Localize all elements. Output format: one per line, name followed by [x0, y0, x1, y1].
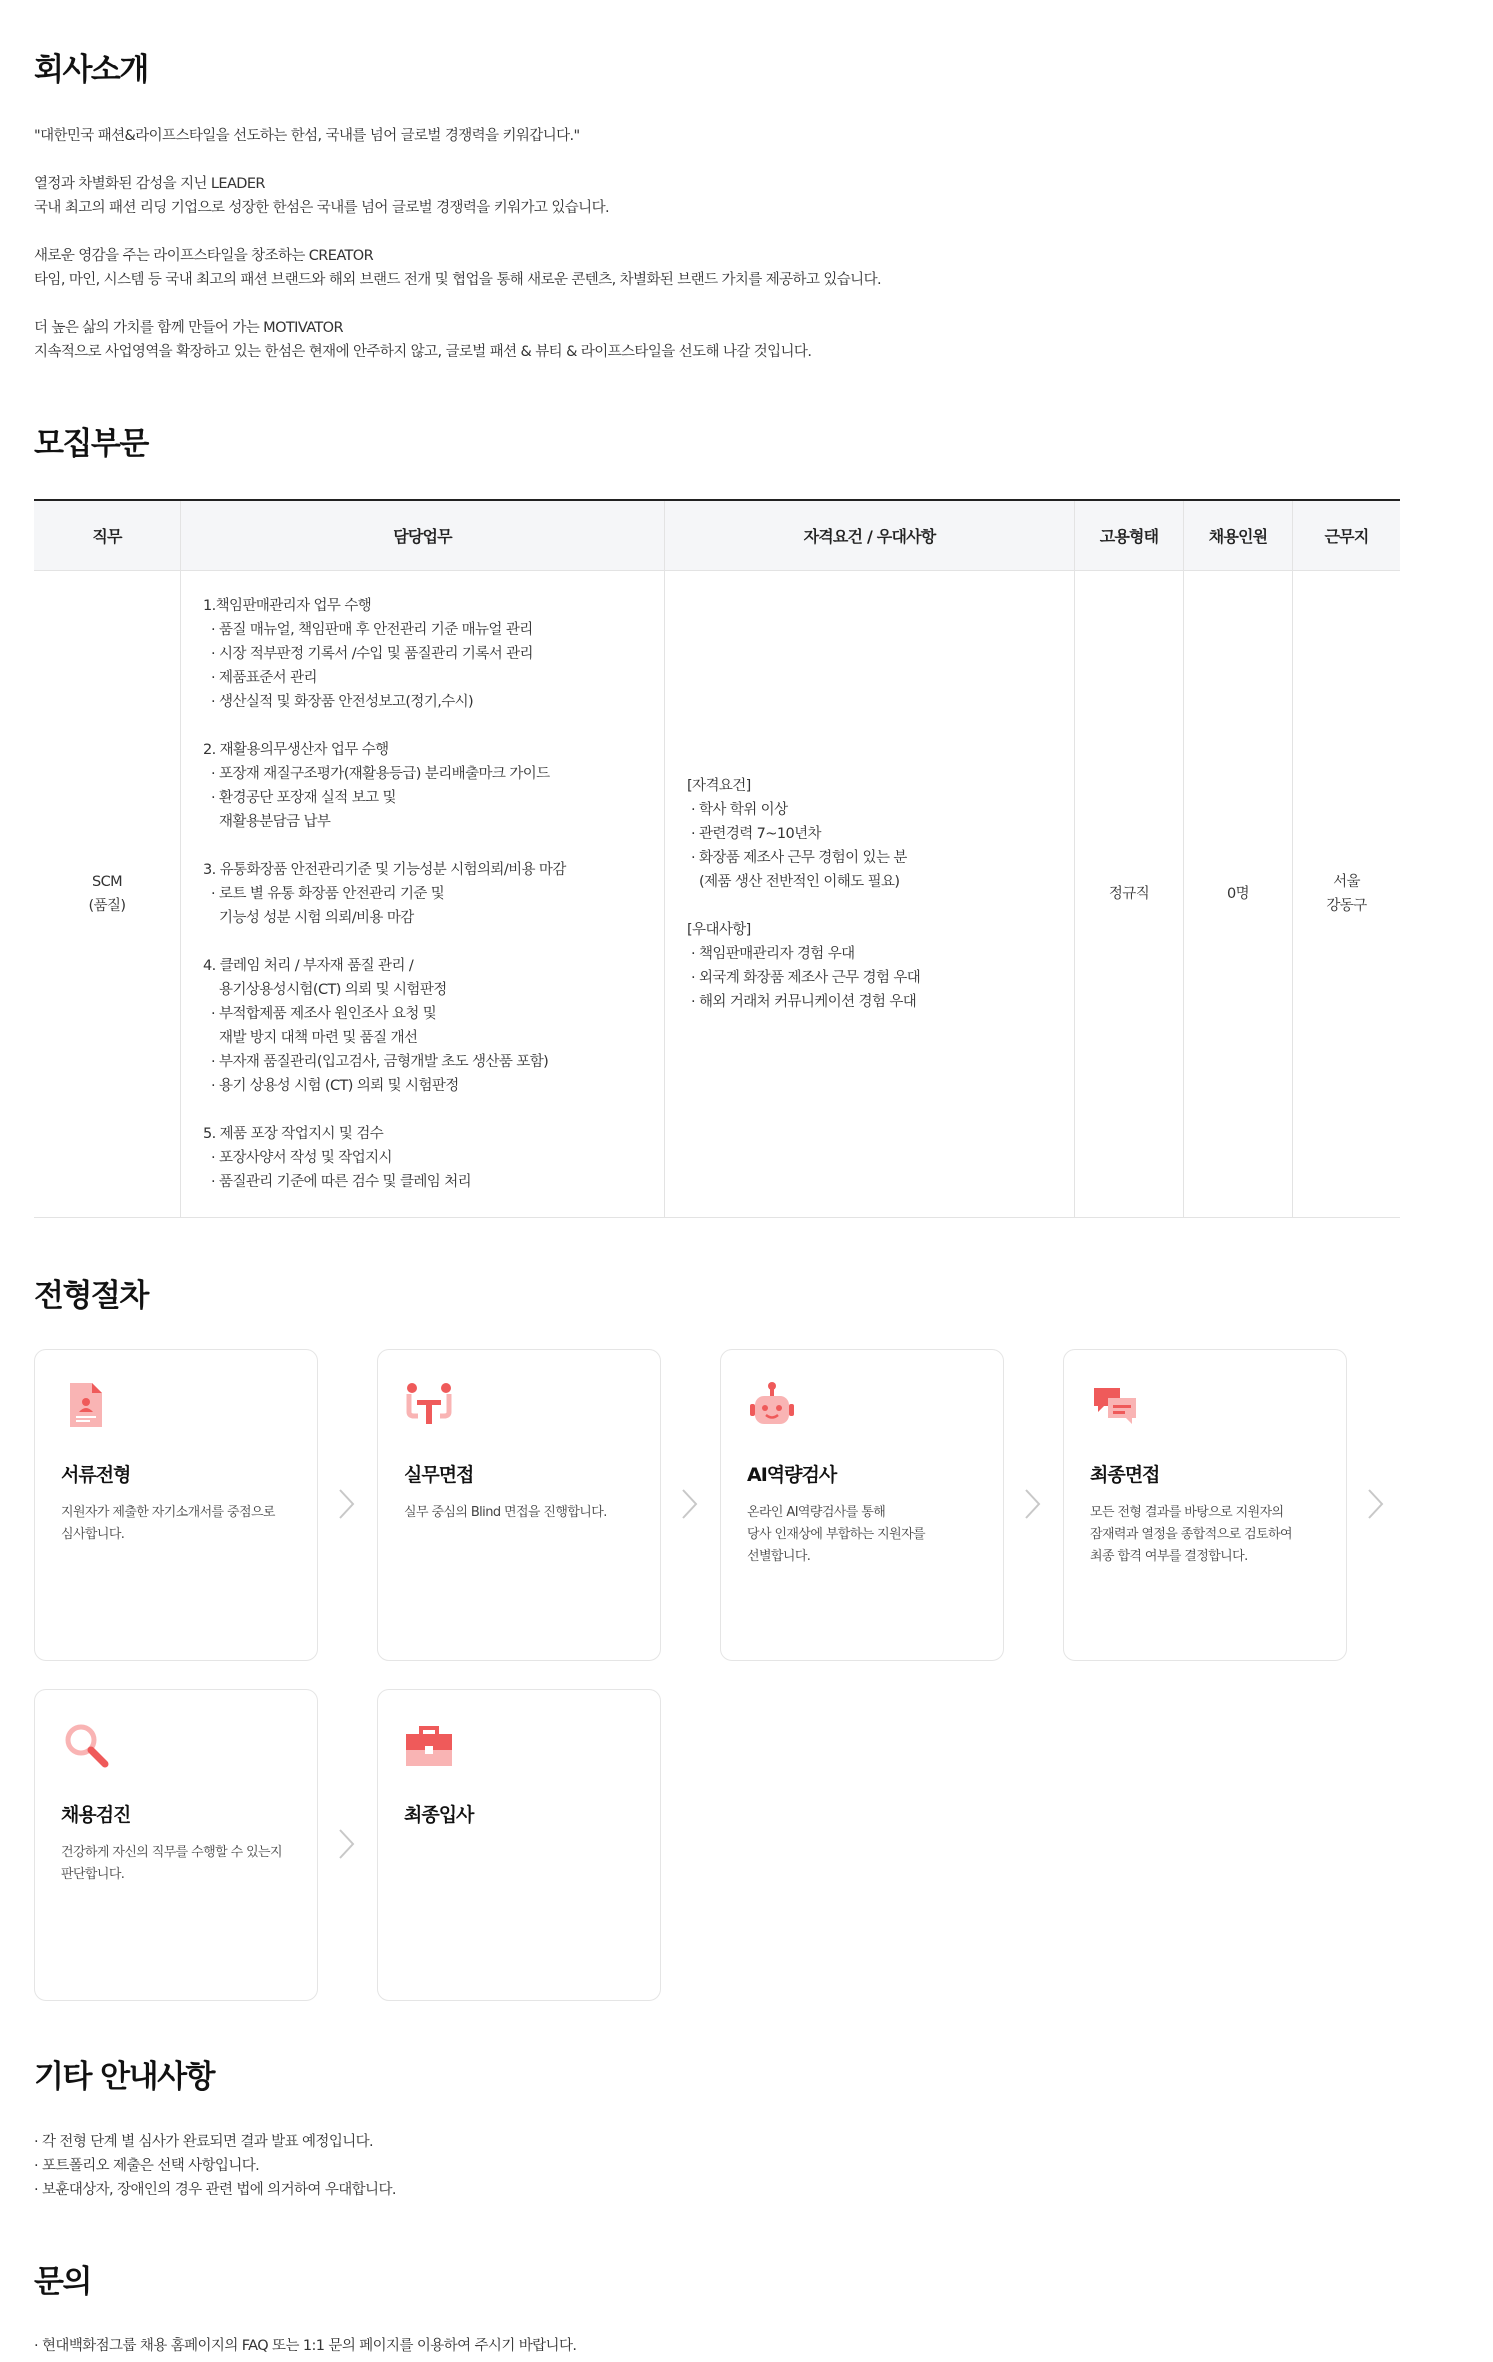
contact-item: · 현대백화점그룹 채용 홈페이지의 FAQ 또는 1:1 문의 페이지를 이용하여 주시기 바랍니다. [34, 2338, 577, 2354]
header-employment: 고용형태 [1075, 501, 1184, 570]
briefcase-icon [404, 1720, 454, 1770]
recruit-title: 모집부문 [34, 426, 148, 462]
intro-para-3-body: 지속적으로 사업영역을 확장하고 있는 한섬은 현재에 안주하지 않고, 글로벌 패션 & 뷰티 & 라이프스타일을 선도해 나갈 것입니다. [34, 344, 812, 360]
interview-icon [404, 1380, 454, 1430]
step-desc: 모든 전형 결과를 바탕으로 지원자의 잠재력과 열정을 종합적으로 검토하여 최종 합격 여부를 결정합니다. [1090, 1505, 1292, 1564]
cell-headcount: 0명 [1184, 571, 1293, 1217]
robot-icon [747, 1380, 797, 1430]
chevron-right-icon [1365, 1486, 1387, 1522]
notes-item: · 포트폴리오 제출은 선택 사항입니다. [34, 2158, 260, 2174]
process-step-interview [377, 1349, 661, 1661]
chat-icon [1090, 1380, 1140, 1430]
recruit-table [34, 499, 1400, 1218]
chevron-right-icon [679, 1486, 701, 1522]
step-title: 최종면접 [1090, 1464, 1160, 1486]
intro-para-1-head: 열정과 차별화된 감성을 지닌 LEADER [34, 176, 265, 192]
intro-para-3-head: 더 높은 삶의 가치를 함께 만들어 가는 MOTIVATOR [34, 320, 343, 336]
process-step-final-interview [1063, 1349, 1347, 1661]
header-qualifications: 자격요건 / 우대사항 [665, 501, 1075, 570]
chevron-right-icon [336, 1486, 358, 1522]
intro-quote: "대한민국 패션&라이프스타일을 선도하는 한섬, 국내를 넘어 글로벌 경쟁력을 키워갑니다." [34, 128, 580, 144]
header-headcount: 채용인원 [1184, 501, 1293, 570]
step-title: 채용검진 [61, 1804, 131, 1826]
step-desc: 지원자가 제출한 자기소개서를 중점으로 심사합니다. [61, 1505, 275, 1542]
notes-title: 기타 안내사항 [34, 2059, 214, 2095]
process-step-document [34, 1349, 318, 1661]
table-header-row [34, 501, 1400, 571]
chevron-right-icon [1022, 1486, 1044, 1522]
cell-qualifications: [자격요건] · 학사 학위 이상 · 관련경력 7~10년차 · 화장품 제조사 근무 경험이 있는 분 (제품 생산 전반적인 이해도 필요) [우대사항] · 책임판매관리자 경험 우대 · 외국계 화장품 제조사 근무 경험 우대 · 해외 거래처 커뮤니케이션 경험 우대 [665, 571, 1075, 1217]
process-step-health-check [34, 1689, 318, 2001]
intro-para-2-body: 타임, 마인, 시스템 등 국내 최고의 패션 브랜드와 해외 브랜드 전개 및 협업을 통해 새로운 콘텐츠, 차별화된 브랜드 가치를 제공하고 있습니다. [34, 272, 882, 288]
cell-duties: 1.책임판매관리자 업무 수행 · 품질 매뉴얼, 책임판매 후 안전관리 기준 매뉴얼 관리 · 시장 적부판정 기록서 /수입 및 품질관리 기록서 관리 · 제품표준서 관리 · 생산실적 및 화장품 안전성보고(정기,수시) 2. 재활용의무생산자 업무 수행 · 포장재 재질구조평가(재활용등급) 분리배출마크 가이드 · 환경공단 포장재 실적 보고 및 재활용분담금 납부 3. 유통화장품 안전관리기준 및 기능성분 시험의뢰/비용 마감 · 로트 별 유통 화장품 안전관리 기준 및 기능성 성분 시험 의뢰/비용 마감 4. 클레임 처리 / 부자재 품질 관리 / 용기상용성시험(CT) 의뢰 및 시험판정 · 부적합제품 제조사 원인조사 요청 및 재발 방지 대책 마련 및 품질 개선 · 부자재 품질관리(입고검사, 금형개발 초도 생산품 포함) · 용기 상용성 시험 (CT) 의뢰 및 시험판정 5. 제품 포장 작업지시 및 검수 · 포장사양서 작성 및 작업지시 · 품질관리 기준에 따른 검수 및 클레임 처리 [181, 571, 665, 1217]
step-desc: 온라인 AI역량검사를 통해 당사 인재상에 부합하는 지원자를 선별합니다. [747, 1505, 926, 1564]
step-desc: 실무 중심의 Blind 면접을 진행합니다. [404, 1505, 607, 1520]
process-title: 전형절차 [34, 1278, 148, 1314]
cell-job: SCM (품질) [34, 571, 181, 1217]
step-title: 서류전형 [61, 1464, 131, 1486]
intro-title: 회사소개 [34, 52, 148, 88]
step-title: 실무면접 [404, 1464, 474, 1486]
header-location: 근무지 [1324, 527, 1369, 546]
table-row [34, 571, 1400, 1217]
document-icon [61, 1380, 111, 1430]
chevron-right-icon [336, 1826, 358, 1862]
header-job: 직무 [34, 501, 181, 570]
header-duties: 담당업무 [181, 501, 665, 570]
step-title: AI역량검사 [747, 1464, 837, 1486]
intro-para-2-head: 새로운 영감을 주는 라이프스타일을 창조하는 CREATOR [34, 248, 374, 264]
magnifier-icon [61, 1720, 111, 1770]
intro-para-1-body: 국내 최고의 패션 리딩 기업으로 성장한 한섬은 국내를 넘어 글로벌 경쟁력을 키워가고 있습니다. [34, 200, 609, 216]
step-desc: 건강하게 자신의 직무를 수행할 수 있는지 판단합니다. [61, 1845, 282, 1882]
notes-item: · 보훈대상자, 장애인의 경우 관련 법에 의거하여 우대합니다. [34, 2182, 396, 2198]
cell-employment: 정규직 [1075, 571, 1184, 1217]
process-step-onboarding [377, 1689, 661, 2001]
process-step-ai-test [720, 1349, 1004, 1661]
notes-item: · 각 전형 단계 별 심사가 완료되면 결과 발표 예정입니다. [34, 2134, 374, 2150]
cell-location: 서울 강동구 [1326, 874, 1367, 914]
step-title: 최종입사 [404, 1804, 474, 1826]
contact-title: 문의 [34, 2264, 91, 2300]
